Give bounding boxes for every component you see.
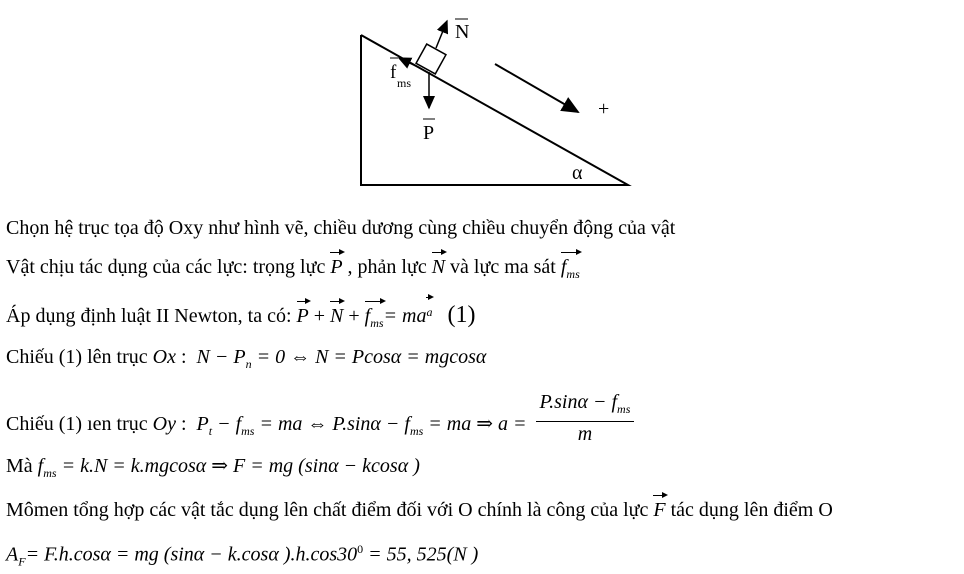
- work-result: = 55, 525(N ): [363, 543, 479, 566]
- oy-eq: P: [196, 413, 209, 435]
- forces-intro: Vật chịu tác dụng của các lực: trọng lực: [6, 256, 331, 278]
- text-line-3: [6, 300, 475, 335]
- text-line-5: Chiếu (1) ıen trục Oy : $P_t - f_{ms}$ = ma ⇔ $P.\sin\alpha - f_{ms}$ = ma ⇒ a = $\frac{P.\sin\alpha - f_{ms}}{m}$: [6, 390, 638, 446]
- motion-direction-arrow: [495, 64, 578, 112]
- oy-eq-4: = ma ⇒ a =: [423, 413, 532, 435]
- normal-force-arrow: [436, 21, 447, 48]
- sub-n: n: [245, 357, 252, 371]
- oy-eq-2: − f: [212, 413, 242, 435]
- friction-eq-2: = k.N = k.mgcosα ⇒ F = mg (sinα − kcosα ): [56, 455, 420, 477]
- sub-ms-1: ms: [241, 424, 255, 438]
- plus-1: +: [313, 305, 325, 327]
- label-fms: f: [390, 62, 397, 83]
- moment-sentence-end: tác dụng lên điểm O: [665, 499, 833, 521]
- accel-fraction: $\frac{P.\sin\alpha - f_{ms}}{m}$: [536, 390, 635, 446]
- newton-eq: = ma: [383, 305, 427, 327]
- project-ox-label: Chiếu (1) lên trục: [6, 346, 153, 368]
- text-line-8: [6, 537, 478, 574]
- sub-F: F: [18, 554, 26, 569]
- vec-a: a: [426, 300, 432, 324]
- text-line-7: [6, 498, 833, 522]
- vec-F: F: [653, 499, 666, 521]
- axis-ox: Ox: [152, 346, 176, 368]
- incline-triangle: [361, 35, 628, 185]
- vec-fms-2: $f_{ms}$: [365, 304, 384, 335]
- eq-label-1: (1): [447, 302, 476, 328]
- text-line-1: [6, 216, 675, 240]
- project-oy-label: Chiếu (1) ıen trục: [6, 413, 153, 435]
- incline-diagram: [0, 0, 964, 200]
- vec-P-2: P: [296, 305, 309, 327]
- sub-ms-2: ms: [409, 424, 424, 438]
- vec-N: N: [431, 256, 446, 278]
- label-plus: +: [598, 98, 610, 120]
- sub-ms-3: ms: [43, 466, 57, 480]
- plus-2: +: [348, 305, 360, 327]
- label-alpha: α: [572, 162, 583, 184]
- vec-P: P: [330, 256, 343, 278]
- text-line-6: [6, 454, 420, 485]
- degree-sup: 0: [357, 542, 364, 556]
- oy-eq-3: = ma ⇔ P.sinα − f: [254, 413, 410, 435]
- label-P: P: [423, 122, 435, 144]
- work-A: A: [6, 543, 19, 566]
- friction-eq: f: [37, 455, 44, 477]
- text-line-2: [6, 255, 580, 286]
- label-fms-sub: ms: [397, 76, 412, 90]
- moment-sentence: Mômen tổng hợp các vật tắc dụng lên chất điểm đối với O chính là công của lực: [6, 499, 654, 521]
- text-line-4: Chiếu (1) lên trục Ox : $N - P_n = 0$ ⇔ N = Pcosα = mgcosα: [6, 346, 487, 371]
- vec-fms: $f_{ms}$: [561, 255, 580, 286]
- sub-t: t: [208, 424, 213, 438]
- work-eq: = F.h.cosα = mg (sinα − k.cosα ).h.cos30: [25, 543, 358, 566]
- label-N: N: [455, 21, 470, 43]
- sentence-choose-axes: Chọn hệ trục tọa độ Oxy như hình vẽ, chiều dương cùng chiều chuyển động của vật: [6, 217, 676, 239]
- axis-oy: Oy: [152, 413, 176, 435]
- ox-eq-2: = 0 ⇔ N = Pcosα = mgcosα: [251, 346, 487, 368]
- newton-intro: Áp dụng định luật II Newton, ta có:: [6, 305, 297, 327]
- friction-intro: Mà: [6, 455, 38, 477]
- vec-N-2: N: [330, 305, 344, 327]
- forces-mid1: , phản lực: [342, 256, 432, 278]
- ox-eq: N − P: [196, 346, 246, 368]
- forces-mid2: và lực ma sát: [445, 256, 561, 278]
